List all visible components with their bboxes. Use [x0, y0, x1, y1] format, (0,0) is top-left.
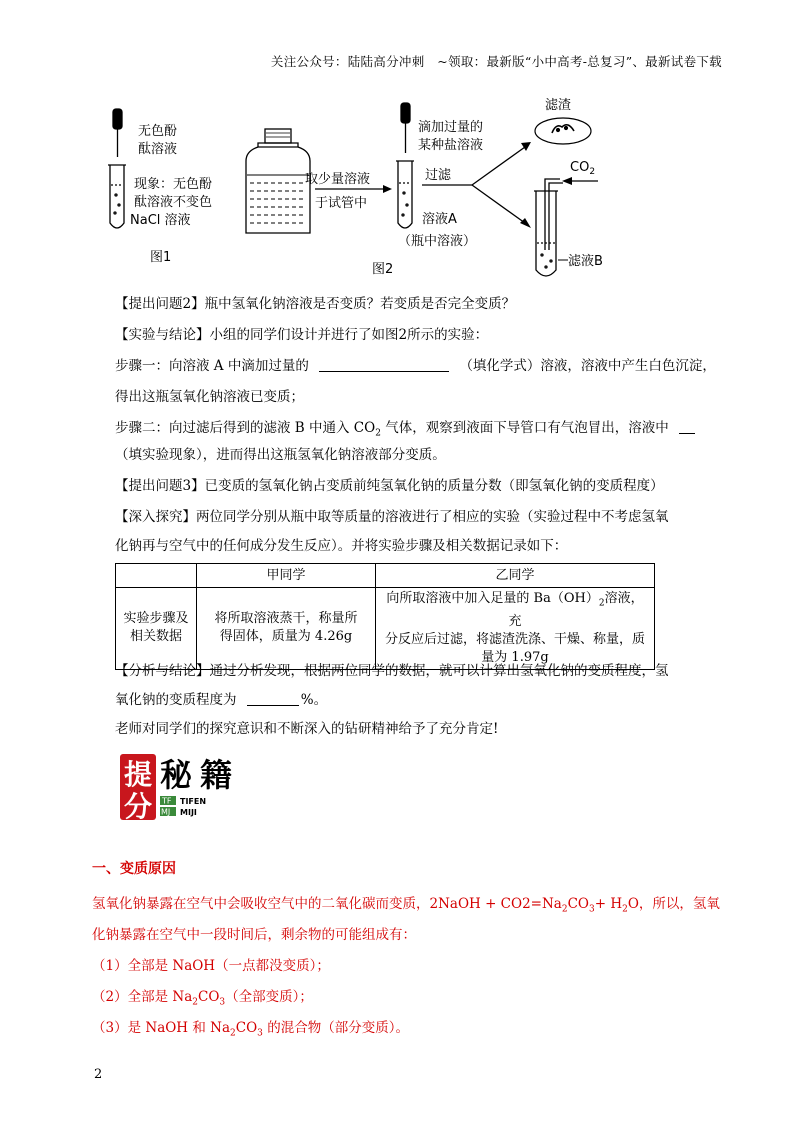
- test-tube-3-icon: [534, 179, 563, 276]
- cell-a-line-1: 将所取溶液蒸干，称量所: [214, 611, 358, 627]
- phenol-label-1: 无色酚: [138, 124, 178, 139]
- table-cell-b: [376, 588, 655, 670]
- cell-b-line-3: 量为 1.97g: [481, 649, 549, 665]
- section-paragraph-1: [92, 892, 720, 915]
- table-header-b: 乙同学: [376, 564, 655, 588]
- arrow-head-icon: [383, 185, 392, 193]
- question-2: 【提出问题2】瓶中氢氧化钠溶液是否变质？若变质是否完全变质？: [115, 296, 516, 312]
- p1-d: O，所以，氢氧: [627, 896, 720, 912]
- test-tube-2-icon: [396, 161, 414, 228]
- section-title: 一、变质原因: [92, 861, 176, 877]
- table-corner-cell: [116, 564, 197, 588]
- phenol-label-2: 酞溶液: [138, 142, 178, 157]
- step-2-line: [115, 418, 695, 444]
- logo-mj: MJ: [161, 807, 171, 817]
- test-tube-icon: [108, 165, 126, 228]
- step-2-text-b: 气体，观察到液面下导管口有气泡冒出，溶液中: [380, 420, 669, 436]
- list-item-2: [92, 985, 313, 1008]
- step-1-line: [115, 356, 716, 376]
- experiment-intro: 【实验与结论】小组的同学们设计并进行了如图2所示的实验：: [115, 327, 489, 343]
- table-row-label: [116, 588, 197, 670]
- take-label-2: 于试管中: [315, 196, 368, 211]
- arrow-up-head-icon: [521, 142, 531, 151]
- item3-a: （3）是 NaOH 和 Na: [92, 1020, 231, 1036]
- item2-a: （2）全部是 Na: [92, 989, 193, 1005]
- list-item-1: （1）全部是 NaOH（一点都没变质）；: [92, 958, 330, 974]
- answer-blank-3[interactable]: [247, 691, 299, 706]
- data-table: [115, 563, 655, 670]
- logo-en-1: TIFEN: [180, 797, 207, 806]
- answer-blank-1[interactable]: [319, 357, 449, 372]
- analysis-line-2: [115, 690, 327, 710]
- analysis-line-1: 【分析与结论】通过分析发现，根据两位同学的数据，就可以计算出氢氧化钠的变质程度，氢: [115, 663, 669, 679]
- logo-tf: TF: [162, 796, 172, 806]
- logo-char-2: 分: [124, 790, 153, 823]
- deep-inquiry-2: 化钠再与空气中的任何成分发生反应）。并将实验步骤及相关数据记录如下：: [115, 538, 568, 554]
- item2-b: CO: [197, 989, 220, 1005]
- co2-label: $CO_2$: [570, 160, 596, 177]
- step-1-conclusion: 得出这瓶氢氧化钠溶液已变质；: [115, 389, 304, 405]
- p1-a: 氢氧化钠暴露在空气中会吸收空气中的二氧化碳而变质，2NaOH + CO2=Na: [92, 896, 562, 912]
- item3-s2: 3: [257, 1028, 263, 1039]
- solution-a-note: （瓶中溶液）: [398, 234, 477, 249]
- filter-label: 过滤: [425, 168, 452, 183]
- answer-blank-2[interactable]: [679, 419, 695, 434]
- filter-paper-icon: [535, 118, 591, 144]
- arrow-down-head-icon: [520, 218, 531, 228]
- residue-label: 滤渣: [545, 98, 572, 113]
- logo-char-3: 秘: [160, 756, 193, 794]
- logo-en-2: MIJI: [180, 808, 197, 817]
- logo-char-4: 籍: [200, 756, 233, 794]
- solution-a-label: 溶液A: [422, 212, 457, 227]
- teacher-comment: 老师对同学们的探究意识和不断深入的钻研精神给予了充分肯定!: [115, 721, 499, 737]
- cell-a-line-2: 得固体，质量为 4.26g: [219, 629, 353, 645]
- step-2-text-a: 步骤二：向过滤后得到的滤液 B 中通入 CO: [115, 420, 376, 436]
- p1-s3: 2: [622, 904, 628, 915]
- question-3: 【提出问题3】已变质的氢氧化钠占变质前纯氢氧化钠的质量分数（即氢氧化钠的变质程度）: [115, 478, 664, 494]
- observation-label-2: 酞溶液不变色: [134, 195, 213, 210]
- co2-subscript: 2: [375, 428, 381, 439]
- p1-s1: 2: [561, 904, 568, 915]
- observation-label-1: 现象：无色酚: [134, 177, 213, 192]
- item2-s1: 2: [192, 997, 198, 1008]
- co2-arrow-head-icon: [562, 177, 572, 185]
- section-paragraph-2: 化钠暴露在空气中一段时间后，剩余物的可能组成有：: [92, 927, 416, 943]
- row-label-line-2: 相关数据: [129, 629, 182, 645]
- step-2-conclusion: （填实验现象），进而得出这瓶氢氧化钠溶液部分变质。: [115, 447, 446, 463]
- dropper-2-icon: [401, 103, 410, 153]
- item2-c: （全部变质）；: [225, 989, 313, 1005]
- page-number: 2: [94, 1067, 103, 1082]
- table-cell-a: [197, 588, 376, 670]
- row-label-line-1: 实验步骤及: [123, 611, 189, 627]
- figure-2-label: 图2: [372, 262, 394, 277]
- item3-b: CO: [235, 1020, 258, 1036]
- experiment-figure: [100, 95, 660, 290]
- add-label-2: 某种盐溶液: [418, 138, 484, 153]
- experiment-diagram: [100, 95, 660, 290]
- add-label-1: 滴加过量的: [418, 120, 484, 135]
- analysis-text: 氧化钠的变质程度为: [115, 692, 237, 708]
- logo-graphic: [118, 752, 248, 824]
- filtrate-b-label: 滤液B: [568, 254, 603, 269]
- reagent-bottle-icon: [246, 129, 310, 233]
- percent-text: %。: [300, 692, 328, 708]
- page-header: 关注公众号：陆陆高分冲刺 ~领取：最新版“小中高考-总复习”、最新试卷下载: [270, 54, 722, 69]
- dropper-icon: [113, 109, 122, 157]
- nacl-label: NaCl 溶液: [130, 213, 191, 228]
- take-label-1: 取少量溶液: [305, 172, 371, 187]
- tifen-miji-logo: [118, 752, 248, 824]
- p1-s2: 3: [588, 904, 595, 915]
- cell-b-line-2: 分反应后过滤，将滤渣洗涤、干燥、称量，质: [384, 631, 645, 647]
- list-item-3: [92, 1016, 409, 1039]
- branch-down-line: [472, 185, 525, 223]
- item3-s1: 2: [230, 1028, 236, 1039]
- deep-inquiry-1: 【深入探究】两位同学分别从瓶中取等质量的溶液进行了相应的实验（实验过程中不考虑氢氧: [115, 509, 669, 525]
- step-1-text-a: 步骤一：向溶液 A 中滴加过量的: [115, 358, 309, 374]
- figure-1-label: 图1: [150, 250, 172, 265]
- cell-b-line-1a: 向所取溶液中加入足量的 Ba（OH）: [386, 591, 599, 606]
- logo-char-1: 提: [124, 758, 153, 791]
- item2-s2: 3: [219, 997, 226, 1008]
- p1-c: + H: [594, 896, 623, 912]
- step-1-text-b: （填化学式）溶液，溶液中产生白色沉淀，: [459, 358, 716, 374]
- table-header-a: 甲同学: [197, 564, 376, 588]
- item3-c: 的混合物（部分变质）。: [262, 1020, 409, 1036]
- cell-b-line-1b: 溶液，充: [508, 591, 644, 629]
- cell-b-subscript: 2: [598, 598, 605, 609]
- p1-b: CO: [567, 896, 589, 912]
